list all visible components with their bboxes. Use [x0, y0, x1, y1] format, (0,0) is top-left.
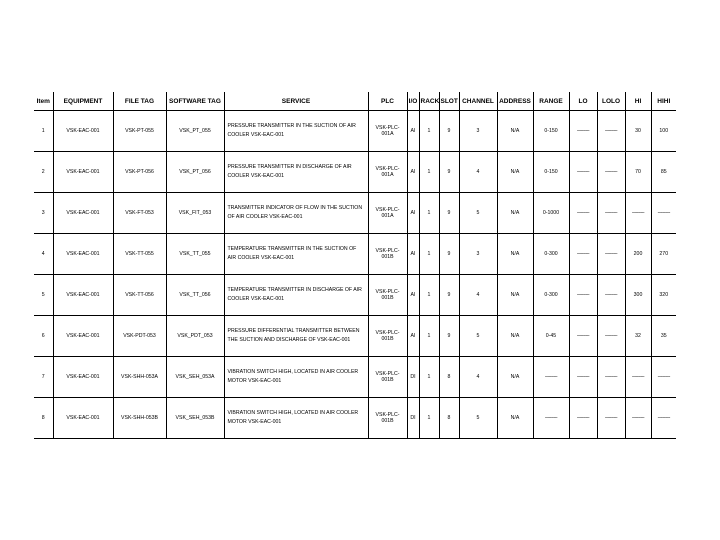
service-line-2: MOTOR VSK-EAC-001	[227, 378, 282, 384]
service-line-2: COOLER VSK-EAC-001	[227, 173, 285, 179]
cell-channel: 5	[459, 398, 497, 439]
cell-address: N/A	[497, 234, 533, 275]
cell-lo: ----------	[569, 316, 597, 357]
table-row	[34, 398, 676, 439]
service-line-2: AIR COOLER VSK-EAC-001	[227, 255, 295, 261]
cell-lo: ----------	[569, 357, 597, 398]
table-row	[34, 193, 676, 234]
cell-range: 0-300	[533, 275, 569, 316]
cell-rack: 1	[419, 357, 439, 398]
cell-plc: VSK-PLC-001B	[368, 275, 407, 316]
cell-file-tag: VSK-SHH-053B	[113, 398, 166, 439]
cell-rack: 1	[419, 398, 439, 439]
cell-range: 0-150	[533, 111, 569, 152]
cell-equipment: VSK-EAC-001	[53, 111, 113, 152]
cell-range: 0-300	[533, 234, 569, 275]
cell-item: 4	[34, 234, 53, 275]
io-list-sheet	[34, 92, 676, 439]
cell-address: N/A	[497, 275, 533, 316]
cell-lo: ----------	[569, 275, 597, 316]
cell-software-tag: VSK_PT_055	[166, 111, 224, 152]
cell-channel: 5	[459, 193, 497, 234]
cell-equipment: VSK-EAC-001	[53, 152, 113, 193]
cell-channel: 3	[459, 111, 497, 152]
col-header-service: SERVICE	[224, 92, 368, 111]
cell-lo: ----------	[569, 234, 597, 275]
cell-io: AI	[407, 111, 419, 152]
cell-equipment: VSK-EAC-001	[53, 234, 113, 275]
service-line-1: PRESSURE DIFFERENTIAL TRANSMITTER BETWEEN	[227, 328, 360, 334]
cell-io: AI	[407, 193, 419, 234]
cell-rack: 1	[419, 152, 439, 193]
cell-slot: 9	[439, 152, 459, 193]
service-line-1: TEMPERATURE TRANSMITTER IN THE SUCTION OF	[227, 246, 357, 252]
col-header-rack: RACK	[419, 92, 439, 111]
cell-hi: 70	[625, 152, 651, 193]
cell-file-tag: VSK-PT-056	[113, 152, 166, 193]
service-line-1: PRESSURE TRANSMITTER IN DISCHARGE OF AIR	[227, 164, 352, 170]
cell-slot: 9	[439, 316, 459, 357]
cell-hihi: 100	[651, 111, 676, 152]
cell-lo: ----------	[569, 152, 597, 193]
cell-software-tag: VSK_TT_056	[166, 275, 224, 316]
cell-range: ----------	[533, 398, 569, 439]
cell-io: DI	[407, 357, 419, 398]
cell-address: N/A	[497, 398, 533, 439]
table-row	[34, 357, 676, 398]
service-line-2: COOLER VSK-EAC-001	[227, 132, 285, 138]
cell-hihi: ----------	[651, 398, 676, 439]
io-list-table	[34, 92, 676, 439]
cell-item: 3	[34, 193, 53, 234]
cell-plc: VSK-PLC-001A	[368, 193, 407, 234]
col-header-item: Item	[34, 92, 53, 111]
col-header-lolo: LOLO	[597, 92, 625, 111]
cell-plc: VSK-PLC-001B	[368, 234, 407, 275]
cell-file-tag: VSK-FT-053	[113, 193, 166, 234]
col-header-range: RANGE	[533, 92, 569, 111]
cell-service	[224, 275, 368, 316]
cell-slot: 9	[439, 275, 459, 316]
cell-item: 6	[34, 316, 53, 357]
col-header-channel: CHANNEL	[459, 92, 497, 111]
cell-software-tag: VSK_TT_055	[166, 234, 224, 275]
cell-range: 0-45	[533, 316, 569, 357]
service-line-2: THE SUCTION AND DISCHARGE OF VSK-EAC-001	[227, 337, 351, 343]
cell-software-tag: VSK_PDT_053	[166, 316, 224, 357]
col-header-equipment: EQUIPMENT	[53, 92, 113, 111]
cell-lo: ----------	[569, 111, 597, 152]
cell-lolo: ----------	[597, 152, 625, 193]
col-header-hihi: HIHI	[651, 92, 676, 111]
cell-software-tag: VSK_SEH_053B	[166, 398, 224, 439]
cell-lolo: ----------	[597, 316, 625, 357]
cell-plc: VSK-PLC-001A	[368, 111, 407, 152]
cell-rack: 1	[419, 316, 439, 357]
cell-channel: 4	[459, 152, 497, 193]
cell-item: 1	[34, 111, 53, 152]
cell-hihi: 85	[651, 152, 676, 193]
cell-io: AI	[407, 234, 419, 275]
service-line-2: MOTOR VSK-EAC-001	[227, 419, 282, 425]
table-row	[34, 152, 676, 193]
cell-equipment: VSK-EAC-001	[53, 357, 113, 398]
cell-item: 7	[34, 357, 53, 398]
cell-channel: 4	[459, 357, 497, 398]
cell-io: DI	[407, 398, 419, 439]
cell-lolo: ----------	[597, 398, 625, 439]
cell-io: AI	[407, 316, 419, 357]
cell-service	[224, 316, 368, 357]
cell-service	[224, 357, 368, 398]
cell-io: AI	[407, 152, 419, 193]
cell-channel: 3	[459, 234, 497, 275]
cell-rack: 1	[419, 111, 439, 152]
table-row	[34, 275, 676, 316]
cell-equipment: VSK-EAC-001	[53, 193, 113, 234]
cell-channel: 4	[459, 275, 497, 316]
cell-lolo: ----------	[597, 111, 625, 152]
col-header-address: ADDRESS	[497, 92, 533, 111]
cell-address: N/A	[497, 152, 533, 193]
cell-equipment: VSK-EAC-001	[53, 275, 113, 316]
cell-service	[224, 398, 368, 439]
cell-plc: VSK-PLC-001A	[368, 152, 407, 193]
table-row	[34, 111, 676, 152]
service-line-1: PRESSURE TRANSMITTER IN THE SUCTION OF AIR	[227, 123, 356, 129]
cell-item: 5	[34, 275, 53, 316]
cell-lolo: ----------	[597, 357, 625, 398]
cell-software-tag: VSK_PT_056	[166, 152, 224, 193]
service-line-1: TEMPERATURE TRANSMITTER IN DISCHARGE OF AIR	[227, 287, 362, 293]
cell-address: N/A	[497, 111, 533, 152]
cell-lolo: ----------	[597, 193, 625, 234]
cell-file-tag: VSK-TT-055	[113, 234, 166, 275]
service-line-1: VIBRATION SWITCH HIGH, LOCATED IN AIR COOLER	[227, 410, 359, 416]
cell-hihi: 320	[651, 275, 676, 316]
col-header-hi: HI	[625, 92, 651, 111]
cell-file-tag: VSK-SHH-053A	[113, 357, 166, 398]
cell-hihi: ----------	[651, 357, 676, 398]
service-line-1: TRANSMITTER INDICATOR OF FLOW IN THE SUCTION	[227, 205, 363, 211]
cell-hi: 300	[625, 275, 651, 316]
cell-hi: 30	[625, 111, 651, 152]
cell-service	[224, 111, 368, 152]
cell-hi: ----------	[625, 398, 651, 439]
cell-lo: ----------	[569, 193, 597, 234]
cell-slot: 8	[439, 398, 459, 439]
cell-rack: 1	[419, 234, 439, 275]
cell-software-tag: VSK_SEH_053A	[166, 357, 224, 398]
cell-hi: 32	[625, 316, 651, 357]
cell-slot: 9	[439, 234, 459, 275]
cell-lo: ----------	[569, 398, 597, 439]
cell-address: N/A	[497, 316, 533, 357]
cell-range: 0-1000	[533, 193, 569, 234]
service-line-2: COOLER VSK-EAC-001	[227, 296, 285, 302]
cell-lolo: ----------	[597, 275, 625, 316]
cell-address: N/A	[497, 193, 533, 234]
header-row	[34, 92, 676, 111]
cell-equipment: VSK-EAC-001	[53, 398, 113, 439]
cell-hihi: 35	[651, 316, 676, 357]
service-line-1: VIBRATION SWITCH HIGH, LOCATED IN AIR COOLER	[227, 369, 359, 375]
cell-equipment: VSK-EAC-001	[53, 316, 113, 357]
col-header-software-tag: SOFTWARE TAG	[166, 92, 224, 111]
cell-rack: 1	[419, 275, 439, 316]
cell-item: 8	[34, 398, 53, 439]
cell-hi: 200	[625, 234, 651, 275]
cell-plc: VSK-PLC-001B	[368, 357, 407, 398]
cell-item: 2	[34, 152, 53, 193]
cell-range: ----------	[533, 357, 569, 398]
cell-plc: VSK-PLC-001B	[368, 398, 407, 439]
cell-plc: VSK-PLC-001B	[368, 316, 407, 357]
cell-io: AI	[407, 275, 419, 316]
cell-hihi: 270	[651, 234, 676, 275]
cell-service	[224, 193, 368, 234]
cell-slot: 8	[439, 357, 459, 398]
cell-hi: ----------	[625, 357, 651, 398]
col-header-slot: SLOT	[439, 92, 459, 111]
cell-file-tag: VSK-TT-056	[113, 275, 166, 316]
cell-slot: 9	[439, 193, 459, 234]
table-row	[34, 234, 676, 275]
col-header-file-tag: FILE TAG	[113, 92, 166, 111]
cell-service	[224, 152, 368, 193]
col-header-io: I/O	[407, 92, 419, 111]
table-row	[34, 316, 676, 357]
cell-address: N/A	[497, 357, 533, 398]
cell-hihi: ----------	[651, 193, 676, 234]
cell-file-tag: VSK-PDT-053	[113, 316, 166, 357]
cell-service	[224, 234, 368, 275]
service-line-2: OF AIR COOLER VSK-EAC-001	[227, 214, 303, 220]
cell-file-tag: VSK-PT-055	[113, 111, 166, 152]
cell-slot: 9	[439, 111, 459, 152]
col-header-lo: LO	[569, 92, 597, 111]
cell-range: 0-150	[533, 152, 569, 193]
cell-hi: ----------	[625, 193, 651, 234]
cell-channel: 5	[459, 316, 497, 357]
cell-lolo: ----------	[597, 234, 625, 275]
cell-rack: 1	[419, 193, 439, 234]
cell-software-tag: VSK_FIT_053	[166, 193, 224, 234]
col-header-plc: PLC	[368, 92, 407, 111]
